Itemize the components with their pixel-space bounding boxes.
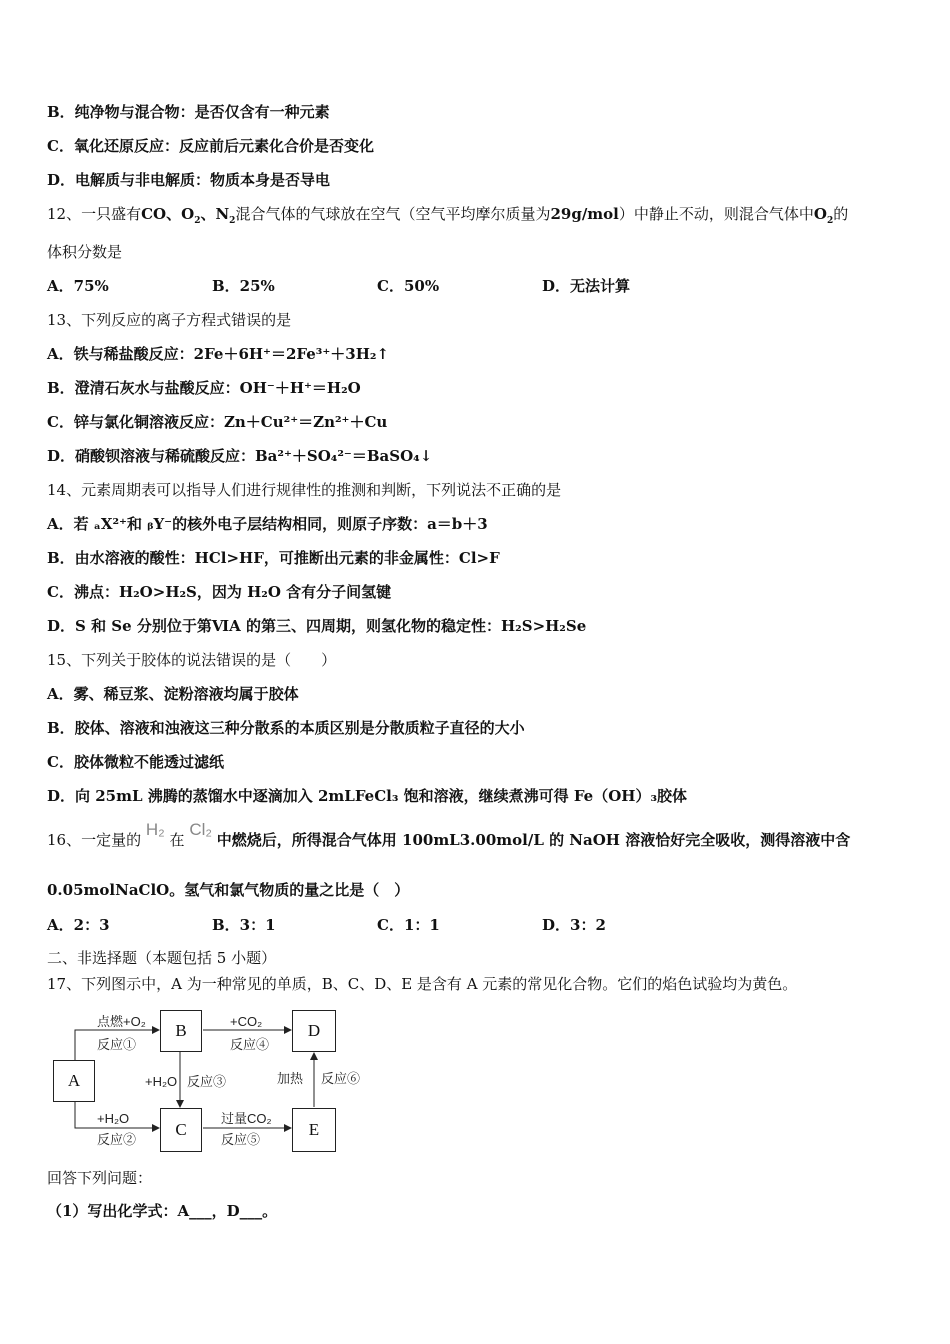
- question-16: 16、一定量的 H₂ 在 Cl₂ 中燃烧后，所得混合气体用 100mL3.00mol/L 的 NaOH 溶液恰好完全吸收，测得溶液中含: [47, 820, 851, 849]
- option-d-line: D．电解质与非电解质：物质本身是否导电: [47, 171, 331, 189]
- label-r6-right: 反应⑥: [321, 1071, 361, 1086]
- q16-option-b: B．3：1: [212, 916, 276, 934]
- option-c-line: C．氧化还原反应：反应前后元素化合价是否变化: [47, 137, 374, 155]
- label-r4-top: +CO₂: [230, 1014, 263, 1029]
- label-r2-bottom: 反应②: [97, 1132, 137, 1147]
- label-r6-left: 加热: [277, 1071, 304, 1086]
- label-r5-top: 过量CO₂: [221, 1111, 272, 1126]
- node-d: D: [292, 1010, 336, 1052]
- q13-option-a: A．铁与稀盐酸反应：2Fe＋6H⁺＝2Fe³⁺＋3H₂↑: [47, 345, 390, 363]
- label-r1-bottom: 反应①: [97, 1037, 137, 1052]
- q15-option-c: C．胶体微粒不能透过滤纸: [47, 753, 224, 771]
- q15-option-b: B．胶体、溶液和浊液这三种分散系的本质区别是分散质粒子直径的大小: [47, 719, 525, 737]
- q13-option-d: D．硝酸钡溶液与稀硫酸反应：Ba²⁺＋SO₄²⁻＝BaSO₄↓: [47, 447, 433, 465]
- q14-option-d: D．S 和 Se 分别位于第ⅥA 的第三、四周期，则氢化物的稳定性：H₂S>H₂Se: [47, 617, 587, 635]
- q16-option-a: A．2：3: [47, 916, 110, 934]
- node-a: A: [53, 1060, 95, 1102]
- question-17: 17、下列图示中，A 为一种常见的单质，B、C、D、E 是含有 A 元素的常见化合物。它们的焰色试验均为黄色。: [47, 975, 798, 993]
- question-13: 13、下列反应的离子方程式错误的是: [47, 311, 292, 329]
- option-b-line: B．纯净物与混合物：是否仅含有一种元素: [47, 103, 330, 121]
- question-12-line2: 体积分数是: [47, 243, 123, 261]
- section-2-heading: 二、非选择题（本题包括 5 小题）: [47, 949, 277, 967]
- h2-formula: H₂: [145, 820, 165, 839]
- q14-option-a: A．若 ₐX²⁺和 ᵦY⁻的核外电子层结构相同，则原子序数：a＝b＋3: [47, 515, 488, 533]
- node-e: E: [292, 1108, 336, 1152]
- question-14: 14、元素周期表可以指导人们进行规律性的推测和判断，下列说法不正确的是: [47, 481, 562, 499]
- q12-option-d: D．无法计算: [542, 277, 631, 295]
- label-r5-bottom: 反应⑤: [221, 1132, 261, 1147]
- q12-option-c: C．50%: [377, 277, 440, 295]
- label-r3-right: 反应③: [187, 1074, 227, 1089]
- q13-option-c: C．锌与氯化铜溶液反应：Zn＋Cu²⁺＝Zn²⁺＋Cu: [47, 413, 388, 431]
- answer-part-1: （1）写出化学式：A___，D___。: [47, 1202, 278, 1220]
- answer-prompt: 回答下列问题：: [47, 1169, 153, 1187]
- label-r4-bottom: 反应④: [230, 1037, 270, 1052]
- question-12: 12、一只盛有CO、$O_2$、$N_2$混合气体的气球放在空气（空气平均摩尔质量为29g/mol）中静止不动，则混合气体中$O_2$的: [47, 205, 849, 226]
- q14-option-b: B．由水溶液的酸性：HCl>HF，可推断出元素的非金属性：Cl>F: [47, 549, 500, 567]
- q12-option-b: B．25%: [212, 277, 275, 295]
- label-r3-left: +H₂O: [145, 1074, 178, 1089]
- q15-option-a: A．雾、稀豆浆、淀粉溶液均属于胶体: [47, 685, 299, 703]
- node-b: B: [160, 1010, 202, 1052]
- cl2-formula: Cl₂: [189, 820, 212, 839]
- q16-option-c: C．1：1: [377, 916, 440, 934]
- question-15: 15、下列关于胶体的说法错误的是（ ）: [47, 651, 337, 669]
- label-r2-top: +H₂O: [97, 1111, 130, 1126]
- node-c: C: [160, 1108, 202, 1152]
- q16-option-d: D．3：2: [542, 916, 606, 934]
- q12-option-a: A．75%: [47, 277, 109, 295]
- q14-option-c: C．沸点：H₂O>H₂S，因为 H₂O 含有分子间氢键: [47, 583, 392, 601]
- question-16-line2: 0.05molNaClO。氢气和氯气物质的量之比是（ ）: [47, 881, 410, 899]
- q13-option-b: B．澄清石灰水与盐酸反应：OH⁻＋H⁺＝H₂O: [47, 379, 361, 397]
- q15-option-d: D．向 25mL 沸腾的蒸馏水中逐滴加入 2mLFeCl₃ 饱和溶液，继续煮沸可得 Fe（OH）₃胶体: [47, 787, 688, 805]
- label-r1-top: 点燃+O₂: [97, 1014, 146, 1029]
